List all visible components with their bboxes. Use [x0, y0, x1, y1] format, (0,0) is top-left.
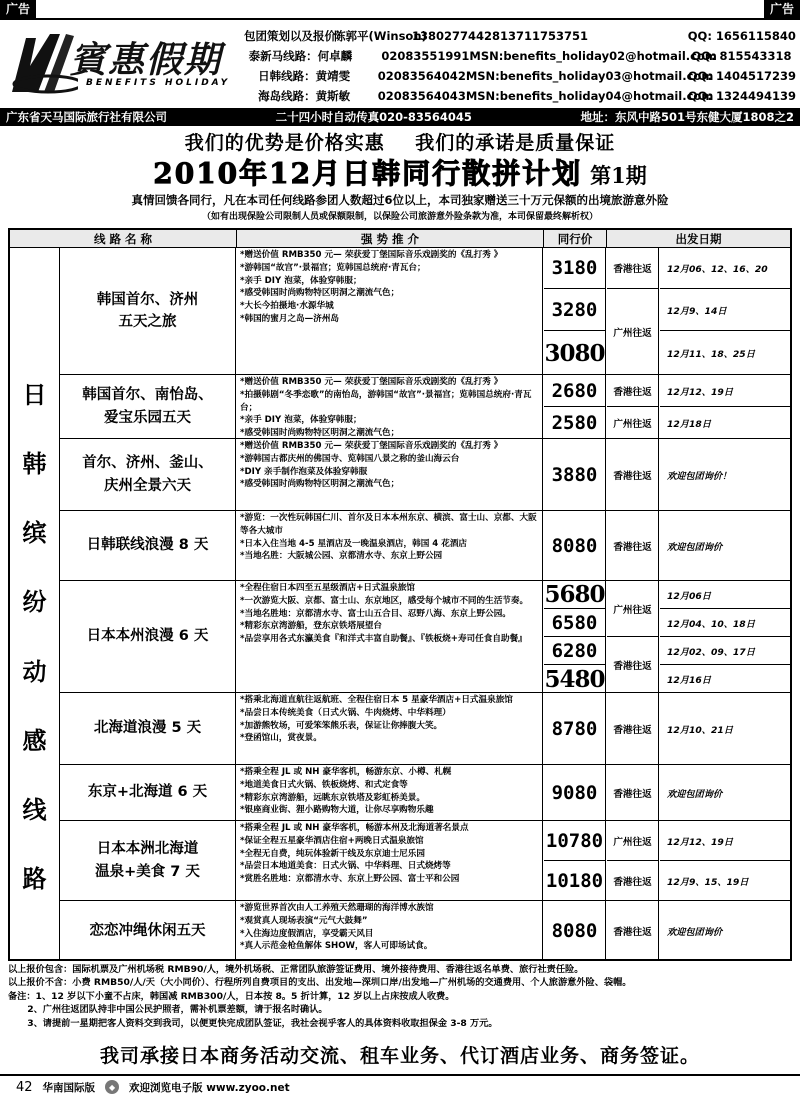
contact-row	[244, 66, 796, 86]
note-line: 以上报价不含：小费 RMB50/人/天（大小同价）、行程所列自费项目的支出、出发地—深圳口岸/出发地—广州机场的交通费用、个人旅游意外险、袋帽。	[8, 977, 632, 989]
route-features: *游览世界首次由人工养殖天然珊瑚的海洋博水族馆 *观赏真人现场表演“元气大鼓舞” *入住海边度假酒店，享受霸天风目 *真人示范金枪鱼解体 SHOW，客人可即场试食。	[237, 901, 543, 961]
price: 10180	[544, 861, 606, 901]
header-price: 同行价	[544, 230, 607, 248]
departure-city: 广州往返	[607, 289, 659, 375]
issue-number: 第1期	[590, 163, 647, 188]
header	[0, 20, 800, 110]
title-main: 2010年12月日韩同行散拼计划	[153, 157, 583, 190]
route-row	[60, 439, 790, 511]
route-name: 日韩联线浪漫 8 天	[60, 511, 236, 580]
footer	[0, 1074, 800, 1098]
route-features: *赠送价值 RMB350 元— 荣获爱丁堡国际音乐戏剧奖的《乱打秀 》 *游韩国“故宫”·景福宫；览韩国总统府·青瓦台； *亲手 DIY 泡菜，体验穿韩服； *感受韩国时尚购物特区明洞之潮流气色； *大长今拍摄地·水源华城 *韩国的蜜月之岛—济州岛	[237, 248, 543, 374]
departure-dates: 12月11、18、25日	[667, 349, 755, 360]
contact-label: 包团策划以及报价：	[244, 29, 348, 43]
contact-label: 日韩线路：	[258, 69, 316, 83]
logo	[8, 26, 238, 106]
route-row	[60, 511, 790, 581]
departure-city: 香港往返	[607, 901, 659, 961]
note-line: 备注：1、12 岁以下小童不占床，韩国减 RMB300/人，日本按 8。5 折计算，12 岁以上占床按成人收费。	[8, 990, 455, 1002]
side-char: 路	[22, 863, 47, 893]
header-route: 线 路 名 称	[10, 230, 237, 248]
company-address: 地址：东风中路501号东健大厦1808之2	[580, 110, 794, 124]
website-link[interactable]: 欢迎浏览电子版 www.zyoo.net	[129, 1081, 290, 1094]
price: 3180	[544, 248, 606, 289]
route-features: *赠送价值 RMB350 元— 荣获爱丁堡国际音乐戏剧奖的《乱打秀 》 *拍摄韩剧“冬季恋歌”的南怡岛，游韩国“故宫”·景福宫；览韩国总统府·青瓦台； *亲手 DIY 泡菜，体验穿韩服； *感受韩国时尚购物特区明洞之潮流气色；	[237, 375, 543, 438]
departure-dates: 欢迎包团询价	[667, 542, 723, 553]
header-feature: 强 势 推 介	[237, 230, 544, 248]
route-row	[60, 901, 790, 961]
route-name: 日本本州浪漫 6 天	[60, 581, 236, 692]
departure-dates: 12月9、14日	[660, 289, 790, 331]
contact-phone: 02083564042	[377, 69, 466, 83]
page-number: 42	[16, 1079, 33, 1095]
note-line: 以上报价包含：国际机票及广州机场税 RMB90/人，境外机场税、正常团队旅游签证费用、境外接待费用、香港往返名单费、旅行社责任险。	[8, 964, 584, 975]
slogan: 我们的优势是价格实惠 我们的承诺是质量保证	[184, 132, 616, 154]
price: 8780	[544, 693, 606, 765]
price: 5480	[544, 665, 605, 693]
departure-dates: 12月04、10、18日	[660, 609, 790, 637]
logo-mark-icon	[8, 26, 78, 106]
page-title	[0, 152, 800, 192]
contact-list	[244, 26, 796, 106]
contact-phone: 02083551991	[381, 49, 470, 63]
contact-msn: MSN:benefits_holiday03@hotmail.com	[465, 69, 714, 83]
price: 2680	[544, 375, 606, 407]
note-line: 2、广州往返团队持非中国公民护照者，需补机票差额，请于报名时确认。	[8, 1004, 328, 1016]
publication-name: 华南国际版	[42, 1081, 96, 1094]
price: 6280	[544, 637, 606, 665]
departure-dates: 12月12、19日	[660, 375, 790, 407]
contact-row	[244, 86, 796, 106]
side-char: 感	[22, 725, 47, 755]
route-features: *搭乘北海道直航往返航班、全程住宿日本 5 星豪华酒店+日式温泉旅馆 *品尝日本传统美食（日式火锅、牛肉烧烤、中华料理） *加游熊牧场，可爱笨笨熊乐表，保证让你捧腹大笑。 *登函馆山，赏夜景。	[237, 693, 543, 764]
side-char: 日	[22, 380, 47, 410]
price: 2580	[544, 407, 606, 439]
price: 3280	[544, 289, 606, 331]
departure-city: 香港往返	[607, 375, 659, 407]
logo-text: 賓惠假期	[70, 39, 223, 81]
route-features: *游览：一次性玩韩国仁川、首尔及日本本州东京、横滨、富士山、京都、大阪等各大城市 *日本入住当地 4-5 星酒店及一晚温泉酒店，韩国 4 花酒店 *当地名胜：大阪城公园、京都清水寺、东京上野公园	[237, 511, 543, 580]
route-row	[60, 375, 790, 439]
route-row	[60, 581, 790, 693]
contact-name: 黄靖雯	[315, 69, 351, 83]
departure-dates: 12月06日	[660, 581, 790, 609]
route-row	[60, 693, 790, 765]
price: 5680	[544, 581, 605, 608]
company-bar	[0, 108, 800, 126]
departure-city: 香港往返	[607, 248, 659, 289]
departure-city: 广州往返	[607, 581, 659, 637]
contact-name: 陈郭平(Winson)	[334, 29, 427, 43]
promo-disclaimer: （如有出现保险公司限制人员或保额限制，以保险公司旅游意外险条款为准，本司保留最终解析权）	[201, 212, 598, 222]
departure-dates: 欢迎包团询价	[667, 927, 723, 938]
route-features: *搭乘全程 JL 或 NH 豪华客机，畅游本州及北海道著名景点 *保证全程五星豪华酒店住宿+两晚日式温泉旅馆 *全程无自费，纯玩体验新干线及东京迪士尼乐园 *品尝日本地道美食：日式火锅、中华料理、日式烧烤等 *赏胜名胜地：京都清水寺、东京上野公园、富士平和公园	[237, 821, 543, 900]
contact-qq: QQ: 1324494139	[687, 89, 796, 103]
route-name: 首尔、济州、釜山、 庆州全景六天	[60, 439, 236, 510]
departure-dates: 12月12、19日	[660, 821, 790, 861]
price: 3880	[544, 439, 606, 511]
side-char: 纷	[22, 587, 47, 617]
price: 8080	[544, 901, 606, 961]
notes	[8, 963, 792, 1030]
route-name: 韩国首尔、南怡岛、 爱宝乐园五天	[60, 375, 236, 438]
side-char: 缤	[22, 518, 47, 548]
contact-row	[244, 26, 796, 46]
route-name: 北海道浪漫 5 天	[60, 693, 236, 764]
promo-notice: 真情回馈各同行，凡在本司任何线路参团人数超过6位以上，本司独家赠送三十万元保额的出境旅游意外险	[131, 193, 669, 207]
side-label	[10, 248, 60, 961]
route-row	[60, 821, 790, 901]
side-char: 动	[22, 656, 47, 686]
departure-city: 香港往返	[607, 637, 659, 693]
side-char: 韩	[22, 449, 47, 479]
departure-dates: 欢迎包团询价	[667, 789, 723, 800]
route-features: *全程住宿日本四至五星级酒店+日式温泉旅馆 *一次游览大阪、京都、富士山、东京地区，感受每个城市不同的生活节奏。 *当地名胜地：京都清水寺、富士山五合目、忍野八海、东京上野公园。 *精彩东京湾游船，登东京铁塔展望台 *品尝享用各式东瀛美食『和洋式丰富自助餐』、『铁板烧+寿司任食自助餐』	[237, 581, 543, 692]
header-departure: 出发日期	[607, 230, 790, 248]
departure-city: 香港往返	[607, 765, 659, 821]
departure-city: 广州往返	[607, 407, 659, 439]
contact-label: 海岛线路：	[258, 89, 316, 103]
contact-label: 泰新马线路：	[248, 49, 318, 63]
side-char: 线	[22, 794, 47, 824]
departure-city: 香港往返	[607, 693, 659, 765]
ad-label-left: 广告	[0, 0, 36, 18]
logo-subtitle: BENEFITS HOLIDAY	[86, 78, 231, 88]
route-name: 日本本洲北海道 温泉+美食 7 天	[60, 821, 236, 900]
contact-name: 黄斯敏	[315, 89, 351, 103]
departure-city: 香港往返	[607, 511, 659, 581]
departure-dates: 12月10、21日	[667, 725, 733, 736]
contact-qq: QQ: 1404517239	[687, 69, 796, 83]
price: 10780	[544, 821, 606, 861]
route-features: *搭乘全程 JL 或 NH 豪华客机，畅游东京、小樽、札幌 *地道美食日式火锅、铁板烧烤、和式定食等 *精彩东京湾游船，远眺东京铁塔及彩虹桥美景。 *银座商业街、狸小路购物大道，让你尽享购物乐趣	[237, 765, 543, 820]
contact-phone: 13802774428	[412, 29, 501, 43]
contact-msn: MSN:benefits_holiday02@hotmail.com	[469, 49, 717, 63]
route-name: 东京+北海道 6 天	[60, 765, 236, 820]
route-name: 恋恋冲绳休闲五天	[60, 901, 236, 961]
contact-phone: 02083564043	[377, 89, 466, 103]
departure-dates: 12月06、12、16、20	[660, 248, 790, 289]
contact-msn: MSN:benefits_holiday04@hotmail.com	[465, 89, 714, 103]
price: 8080	[544, 511, 606, 581]
departure-dates: 12月02、09、17日	[660, 637, 790, 665]
departure-dates: 12月18日	[667, 419, 711, 430]
price: 9080	[544, 765, 606, 821]
note-line: 3、请提前一星期把客人资料交到我司，以便更快完成团队签证，我社会视乎客人的具体资料收取担保金 3-8 万元。	[8, 1017, 498, 1029]
departure-dates: 12月9、15、19日	[667, 877, 749, 888]
route-row	[60, 765, 790, 821]
route-features: *赠送价值 RMB350 元— 荣获爱丁堡国际音乐戏剧奖的《乱打秀 》 *游韩国古都庆州的佛国寺、览韩国八景之称的釜山海云台 *DIY 亲手制作泡菜及体验穿韩服 *感受韩国时尚购物特区明洞之潮流气色；	[237, 439, 543, 510]
price: 3080	[544, 331, 606, 375]
company-name: 广东省天马国际旅行社有限公司	[6, 110, 167, 124]
company-fax: 二十四小时自动传真020-83564045	[275, 110, 472, 124]
route-row	[60, 248, 790, 375]
departure-city: 香港往返	[607, 861, 659, 901]
departure-city: 香港往返	[607, 439, 659, 511]
contact-qq: QQ: 815543318	[691, 49, 792, 63]
ad-label-right: 广告	[764, 0, 800, 18]
departure-dates: 12月16日	[667, 675, 711, 686]
route-name: 韩国首尔、济州 五天之旅	[60, 248, 236, 374]
contact-phone-2: 13711753751	[500, 29, 589, 43]
price: 6580	[544, 609, 606, 637]
departure-city: 广州往返	[607, 821, 659, 861]
departure-dates: 欢迎包团询价！	[667, 471, 732, 482]
publication-logo-icon: ◆	[105, 1080, 119, 1094]
route-table	[8, 228, 792, 961]
contact-name: 何卓麟	[317, 49, 353, 63]
contact-row	[244, 46, 796, 66]
business-services: 我司承接日本商务活动交流、租车业务、代订酒店业务、商务签证。	[99, 1045, 700, 1067]
contact-qq: QQ: 1656115840	[687, 29, 796, 43]
